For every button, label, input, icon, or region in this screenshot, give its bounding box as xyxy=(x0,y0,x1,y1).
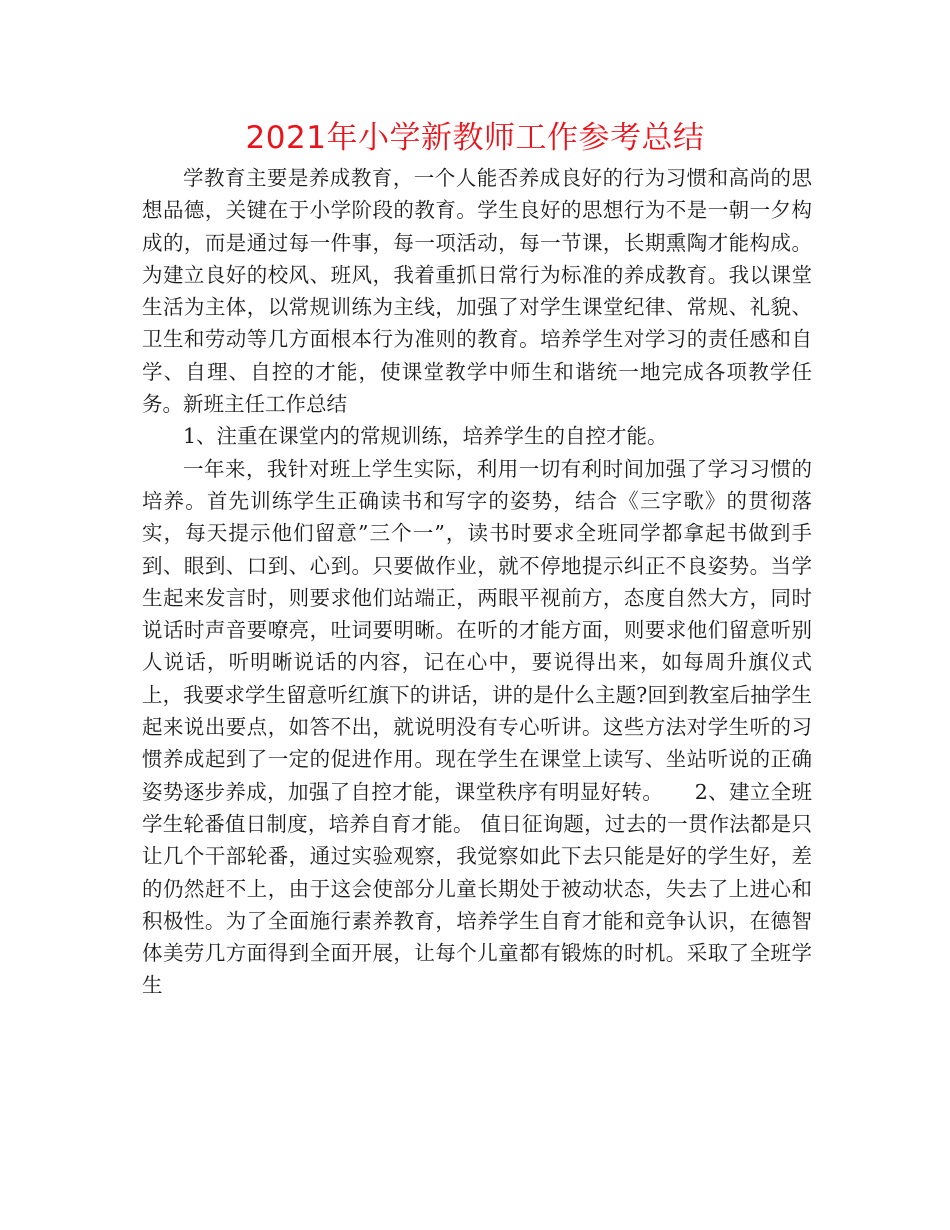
document-title: 2021年小学新教师工作参考总结 xyxy=(245,120,705,156)
paragraph-intro: 学教育主要是养成教育，一个人能否养成良好的行为习惯和高尚的思想品德，关键在于小学阶段的教育。学生良好的思想行为不是一朝一夕构成的，而是通过每一件事，每一项活动，每一节课，长期熏陶才能构成。为建立良好的校风、班风，我着重抓日常行为标准的养成教育。我以课堂生活为主体，以常规训练为主线，加强了对学生课堂纪律、常规、礼貌、卫生和劳动等几方面根本行为准则的教育。培养学生对学习的责任感和自学、自理、自控的才能，使课堂教学中师生和谐统一地完成各项教学任务。新班主任工作总结 xyxy=(142,166,812,417)
document-body xyxy=(142,162,812,1002)
paragraph-main: 一年来，我针对班上学生实际，利用一切有利时间加强了学习习惯的培养。首先训练学生正确读书和写字的姿势，结合《三字歌》的贯彻落实，每天提示他们留意”三个一”，读书时要求全班同学都拿起书做到手到、眼到、口到、心到。只要做作业，就不停地提示纠正不良姿势。当学生起来发言时，则要求他们站端正，两眼平视前方，态度自然大方，同时说话时声音要嘹亮，吐词要明晰。在听的才能方面，则要求他们留意听别人说话，听明晰说话的内容，记在心中，要说得出来，如每周升旗仪式上，我要求学生留意听红旗下的讲话，讲的是什么主题?回到教室后抽学生起来说出要点，如答不出，就说明没有专心听讲。这些方法对学生听的习惯养成起到了一定的促进作用。现在学生在课堂上读写、坐站听说的正确姿势逐步养成，加强了自控才能，课堂秩序有明显好转。 2、建立全班学生轮番值日制度，培养自育才能。 值日征询题，过去的一贯作法都是只让几个干部轮番，通过实验观察，我觉察如此下去只能是好的学生好，差的仍然赶不上，由于这会使部分儿童长期处于被动状态，失去了上进心和积极性。为了全面施行素养教育，培养学生自育才能和竞争认识，在德智体美劳几方面得到全面开展，让每个儿童都有锻炼的时机。采取了全班学生 xyxy=(142,456,812,998)
paragraph-heading-1: 1、注重在课堂内的常规训练，培养学生的自控才能。 xyxy=(183,424,668,449)
